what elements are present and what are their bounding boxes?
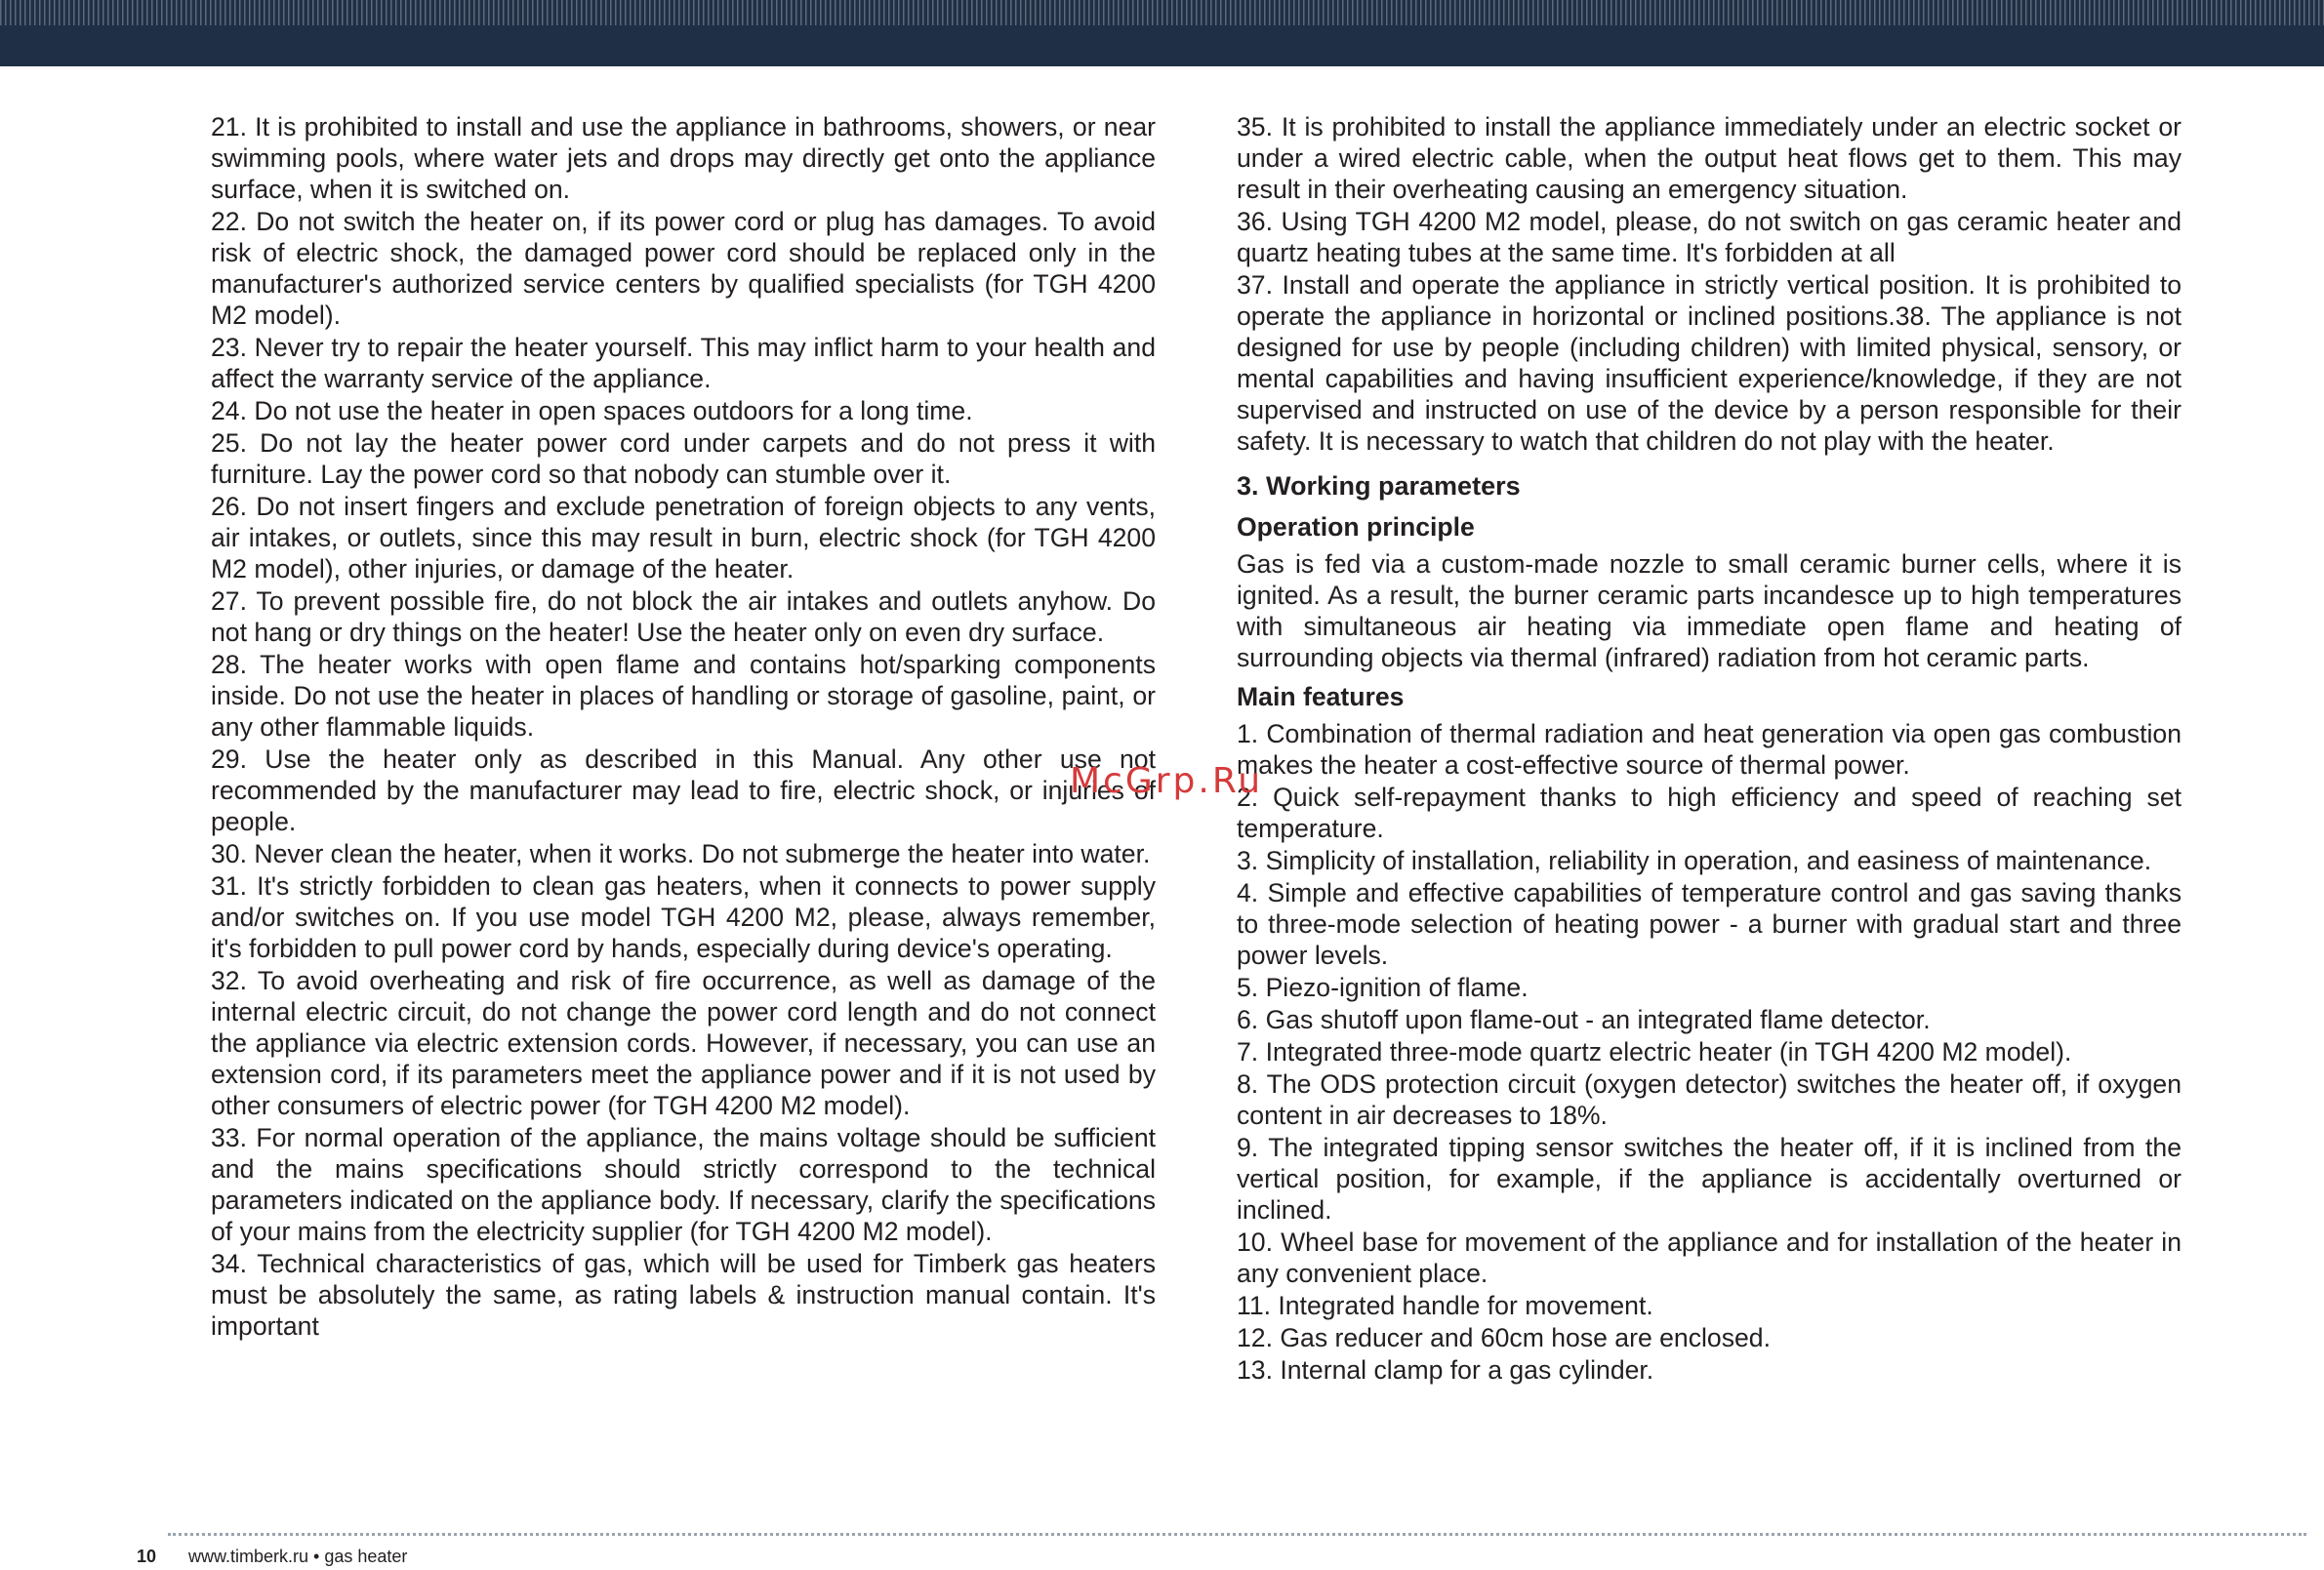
list-item: 32. To avoid overheating and risk of fire occurrence, as well as damage of the internal electric circuit, do not change the power cord length and do not connect the appliance via electric extension cords. However, if necessary, you can use an extension cord, if its parameters meet the appliance power and if it is not used by other consumers of electric power (for TGH 4200 M2 model). — [211, 966, 1156, 1120]
feature-item: 3. Simplicity of installation, reliability in operation, and easiness of maintenance. — [1237, 846, 2152, 875]
feature-item: 12. Gas reducer and 60cm hose are enclosed. — [1237, 1323, 1771, 1352]
feature-item: 4. Simple and effective capabilities of temperature control and gas saving thanks to three-mode selection of heating power - a burner with gradual start and three power levels. — [1237, 878, 2181, 970]
feature-item: 8. The ODS protection circuit (oxygen detector) switches the heater off, if oxygen content in air decreases to 18%. — [1237, 1069, 2181, 1130]
feature-item: 1. Combination of thermal radiation and heat generation via open gas combustion makes the heater a cost-effective source of thermal power. — [1237, 719, 2181, 780]
right-column — [1237, 111, 2181, 1387]
feature-item: 10. Wheel base for movement of the appliance and for installation of the heater in any convenient place. — [1237, 1228, 2181, 1288]
feature-item: 7. Integrated three-mode quartz electric heater (in TGH 4200 M2 model). — [1237, 1037, 2072, 1067]
footer-text: www.timberk.ru • gas heater — [188, 1547, 408, 1566]
list-item: 29. Use the heater only as described in this Manual. Any other use not recommended by the manufacturer may lead to fire, electric shock, or injuries of people. — [211, 745, 1156, 836]
list-item: 28. The heater works with open flame and contains hot/sparking components inside. Do not use the heater in places of handling or storage of gasoline, paint, or any other flammable liquids. — [211, 650, 1156, 742]
footer-divider — [168, 1533, 2306, 1536]
operation-principle-heading: Operation principle — [1237, 512, 1475, 542]
watermark: McGrp.Ru — [1070, 761, 1264, 801]
list-item: 35. It is prohibited to install the appliance immediately under an electric socket or under a wired electric cable, when the output heat flows get to them. This may result in their overheating causing an emergency situation. — [1237, 112, 2181, 204]
list-item: 23. Never try to repair the heater yourself. This may inflict harm to your health and affect the warranty service of the appliance. — [211, 333, 1156, 393]
feature-item: 13. Internal clamp for a gas cylinder. — [1237, 1355, 1654, 1385]
list-item: 31. It's strictly forbidden to clean gas heaters, when it connects to power supply and/or switches on. If you use model TGH 4200 M2, please, always remember, it's forbidden to pull power cord by hands, especially during device's operating. — [211, 871, 1156, 963]
list-item: 26. Do not insert fingers and exclude penetration of foreign objects to any vents, air intakes, or outlets, since this may result in burn, electric shock (for TGH 4200 M2 model), other injuries, or damage of the heater. — [211, 492, 1156, 584]
feature-item: 11. Integrated handle for movement. — [1237, 1291, 1653, 1320]
page-footer — [137, 1547, 407, 1567]
left-column — [211, 111, 1156, 1343]
list-item: 21. It is prohibited to install and use the appliance in bathrooms, showers, or near swimming pools, where water jets and drops may directly get onto the appliance surface, when it is switched on. — [211, 112, 1156, 204]
list-item: 22. Do not switch the heater on, if its power cord or plug has damages. To avoid risk of electric shock, the damaged power cord should be replaced only in the manufacturer's authorized service centers by qualified specialists (for TGH 4200 M2 model). — [211, 207, 1156, 330]
feature-item: 2. Quick self-repayment thanks to high efficiency and speed of reaching set temperature. — [1237, 783, 2181, 843]
feature-item: 9. The integrated tipping sensor switches the heater off, if it is inclined from the vertical position, for example, if the appliance is accidentally overturned or inclined. — [1237, 1133, 2181, 1225]
list-item: 33. For normal operation of the appliance, the mains voltage should be sufficient and the mains specifications should strictly correspond to the technical parameters indicated on the appliance body. If necessary, clarify the specifications of your mains from the electricity supplier (for TGH 4200 M2 model). — [211, 1123, 1156, 1246]
list-item: 30. Never clean the heater, when it works. Do not submerge the heater into water. — [211, 839, 1151, 868]
page-number: 10 — [137, 1547, 157, 1566]
list-item: 37. Install and operate the appliance in strictly vertical position. It is prohibited to operate the appliance in horizontal or inclined positions.38. The appliance is not designed for use by people (including children) with limited physical, sensory, or mental capabilities and having insufficient experience/knowledge, if they are not supervised and instructed on use of the device by a person responsible for their safety. It is necessary to watch that children do not play with the heater. — [1237, 270, 2181, 456]
section-heading: 3. Working parameters — [1237, 471, 1521, 501]
main-features-heading: Main features — [1237, 682, 1405, 711]
list-item: 25. Do not lay the heater power cord under carpets and do not press it with furniture. Lay the power cord so that nobody can stumble over it. — [211, 428, 1156, 489]
operation-principle-text: Gas is fed via a custom-made nozzle to small ceramic burner cells, where it is ignited. As a result, the burner ceramic parts incandesce up to high temperatures with simultaneous air heating via immediate open flame and heating of surrounding objects via thermal (infrared) radiation from hot ceramic parts. — [1237, 549, 2181, 672]
feature-item: 5. Piezo-ignition of flame. — [1237, 973, 1529, 1002]
list-item: 36. Using TGH 4200 M2 model, please, do not switch on gas ceramic heater and quartz heating tubes at the same time. It's forbidden at all — [1237, 207, 2181, 267]
header-bar — [0, 0, 2324, 66]
feature-item: 6. Gas shutoff upon flame-out - an integrated flame detector. — [1237, 1005, 1931, 1034]
list-item: 34. Technical characteristics of gas, which will be used for Timberk gas heaters must be absolutely the same, as rating labels & instruction manual contain. It's important — [211, 1249, 1156, 1341]
list-item: 27. To prevent possible fire, do not block the air intakes and outlets anyhow. Do not hang or dry things on the heater! Use the heater only on even dry surface. — [211, 586, 1156, 647]
list-item: 24. Do not use the heater in open spaces outdoors for a long time. — [211, 396, 973, 425]
